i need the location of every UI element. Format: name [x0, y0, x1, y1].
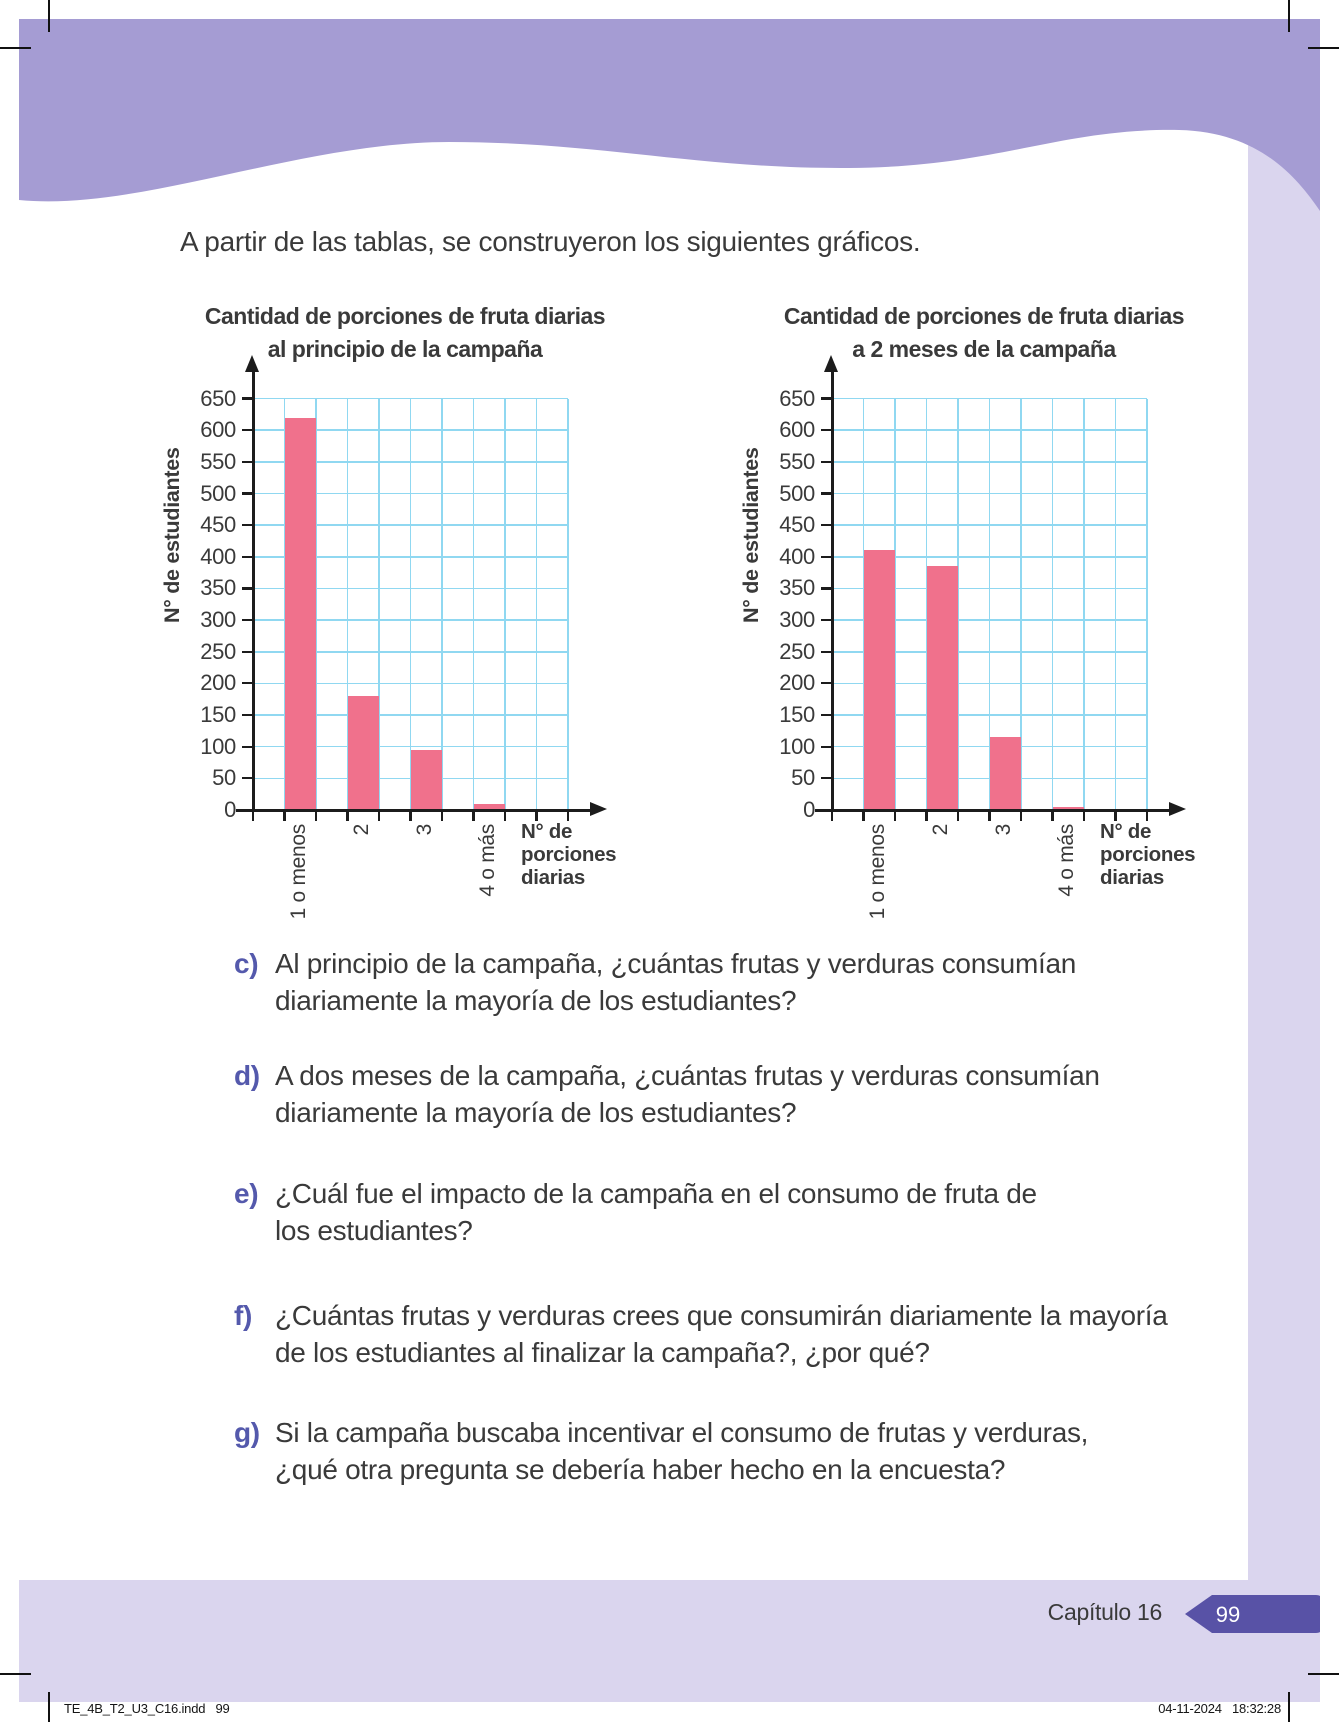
y-tick-label: 350 [779, 575, 815, 601]
question-letter: e) [234, 1178, 259, 1209]
grid-line [504, 399, 506, 810]
axis-tick [504, 812, 506, 821]
y-tick-label: 200 [200, 670, 236, 696]
x-category-label: 3 [992, 824, 1016, 836]
chapter-label: Capítulo 16 [1047, 1599, 1162, 1625]
question-line: ¿Cuál fue el impacto de la campaña en el consumo de fruta de [275, 1178, 1037, 1209]
crop-mark [1288, 0, 1290, 32]
axis-tick [862, 812, 864, 821]
question-line: ¿Cuántas frutas y verduras crees que consumirán diariamente la mayoría [275, 1300, 1168, 1331]
y-tick-label: 50 [212, 765, 236, 791]
axis-tick [472, 812, 474, 821]
crop-mark [48, 0, 50, 32]
x-category-label: 4 o más [476, 824, 500, 897]
question-line: diariamente la mayoría de los estudiantes? [275, 985, 797, 1016]
x-axis-arrow [590, 802, 607, 816]
grid-line [1115, 399, 1117, 810]
x-category-label: 4 o más [1055, 824, 1079, 897]
question-letter: c) [234, 948, 259, 979]
crop-mark [0, 1673, 31, 1675]
crop-mark [1308, 1673, 1339, 1675]
question-line: Al principio de la campaña, ¿cuántas frutas y verduras consumían [275, 948, 1076, 979]
chart-after-two-months [729, 300, 1269, 972]
grid-line [473, 399, 475, 810]
crop-mark [48, 1692, 50, 1722]
x-axis-title-line: N° de [521, 820, 573, 843]
x-axis-title [1100, 820, 1195, 889]
bar [348, 696, 380, 810]
crop-mark [1308, 47, 1339, 49]
x-axis-title-line: porciones [521, 843, 617, 866]
y-tick-label: 450 [779, 512, 815, 538]
page-number: 99 [1215, 1602, 1241, 1627]
intro-sentence: A partir de las tablas, se construyeron los siguientes gráficos. [180, 226, 921, 257]
x-category-label: 1 o menos [866, 824, 890, 920]
x-category-label: 2 [929, 824, 953, 836]
question-e [234, 1175, 1037, 1249]
grid-line [441, 399, 443, 810]
question-line: diariamente la mayoría de los estudiantes? [275, 1097, 797, 1128]
x-category-label: 2 [350, 824, 374, 836]
question-line: Si la campaña buscaba incentivar el consumo de frutas y verduras, [275, 1417, 1089, 1448]
question-g [234, 1414, 1088, 1488]
axis-tick [1051, 812, 1053, 821]
chart-title [739, 300, 1229, 366]
axis-tick [957, 812, 959, 821]
grid-line [567, 399, 569, 810]
x-axis-title [521, 820, 616, 889]
grid-line [536, 399, 538, 810]
chart-title [160, 300, 650, 366]
x-axis [236, 809, 590, 812]
imprint-timestamp: 04-11-2024 18:32:28 [1158, 1701, 1281, 1716]
y-tick-label: 150 [779, 702, 815, 728]
y-tick-label: 600 [779, 417, 815, 443]
question-letter: g) [234, 1417, 260, 1448]
y-tick-label: 400 [779, 543, 815, 569]
chart-title-line: Cantidad de porciones de fruta diarias [204, 303, 606, 329]
y-tick-label: 550 [779, 448, 815, 474]
y-tick-label: 300 [200, 607, 236, 633]
x-category-label: 3 [413, 824, 437, 836]
y-tick-label: 250 [200, 638, 236, 664]
y-tick-label: 500 [779, 480, 815, 506]
question-c [234, 945, 1076, 1019]
badge-shape [1185, 1595, 1320, 1633]
question-letter: f) [234, 1300, 253, 1331]
axis-tick [831, 812, 833, 821]
x-axis-title-line: diarias [521, 866, 585, 889]
wave-shape [19, 19, 1320, 211]
y-tick-label: 0 [803, 797, 815, 822]
y-axis-title: N° de estudiantes [739, 447, 763, 623]
y-tick-label: 50 [791, 765, 815, 791]
grid-line [1146, 399, 1148, 810]
y-tick-label: 650 [779, 385, 815, 411]
page-number-badge [1185, 1595, 1320, 1633]
y-axis-arrow [245, 355, 259, 372]
chart-before-campaign [150, 300, 690, 972]
grid-line [410, 399, 412, 810]
axis-tick [894, 812, 896, 821]
bar [927, 566, 959, 810]
question-letter: d) [234, 1060, 260, 1091]
chart-title-line: al principio de la campaña [267, 336, 543, 362]
imprint-filename: TE_4B_T2_U3_C16.indd 99 [64, 1701, 230, 1716]
x-axis-title-line: diarias [1100, 866, 1164, 889]
x-axis [815, 809, 1169, 812]
chart-title-line: Cantidad de porciones de fruta diarias [783, 303, 1185, 329]
question-line: A dos meses de la campaña, ¿cuántas frutas y verduras consumían [275, 1060, 1100, 1091]
crop-mark [1288, 1692, 1290, 1722]
question-line: de los estudiantes al finalizar la campaña?, ¿por qué? [275, 1337, 930, 1368]
y-tick-label: 100 [779, 733, 815, 759]
y-tick-label: 550 [200, 448, 236, 474]
y-tick-label: 200 [779, 670, 815, 696]
bar [990, 737, 1022, 810]
axis-tick [441, 812, 443, 821]
y-tick-label: 100 [200, 733, 236, 759]
x-axis-title-line: porciones [1100, 843, 1196, 866]
axis-tick [378, 812, 380, 821]
grid-line [1083, 399, 1085, 810]
y-tick-label: 600 [200, 417, 236, 443]
y-tick-label: 300 [779, 607, 815, 633]
y-tick-label: 350 [200, 575, 236, 601]
chart-title-line: a 2 meses de la campaña [852, 336, 1116, 362]
axis-tick [252, 812, 254, 821]
y-tick-label: 450 [200, 512, 236, 538]
axis-tick [283, 812, 285, 821]
question-line: ¿qué otra pregunta se debería haber hecho en la encuesta? [275, 1454, 1006, 1485]
grid-line [1052, 399, 1054, 810]
crop-mark [0, 47, 31, 49]
question-d [234, 1057, 1100, 1131]
x-axis-title-line: N° de [1100, 820, 1152, 843]
y-axis [252, 372, 255, 812]
bar [285, 418, 317, 810]
y-axis-title: N° de estudiantes [160, 447, 184, 623]
axis-tick [925, 812, 927, 821]
y-tick-label: 400 [200, 543, 236, 569]
y-tick-label: 650 [200, 385, 236, 411]
book-page [19, 19, 1320, 1702]
x-axis-arrow [1169, 802, 1186, 816]
axis-tick [988, 812, 990, 821]
bar [411, 750, 443, 810]
axis-tick [346, 812, 348, 821]
y-tick-label: 250 [779, 638, 815, 664]
y-tick-label: 150 [200, 702, 236, 728]
y-axis-arrow [824, 355, 838, 372]
axis-tick [315, 812, 317, 821]
y-tick-label: 0 [224, 797, 236, 822]
axis-tick [1083, 812, 1085, 821]
axis-tick [409, 812, 411, 821]
header-wave-decoration [19, 19, 1320, 249]
y-axis [831, 372, 834, 812]
question-f [234, 1297, 1168, 1371]
bar [864, 550, 896, 810]
axis-tick [1020, 812, 1022, 821]
y-tick-label: 500 [200, 480, 236, 506]
x-category-label: 1 o menos [287, 824, 311, 920]
question-line: los estudiantes? [275, 1215, 473, 1246]
